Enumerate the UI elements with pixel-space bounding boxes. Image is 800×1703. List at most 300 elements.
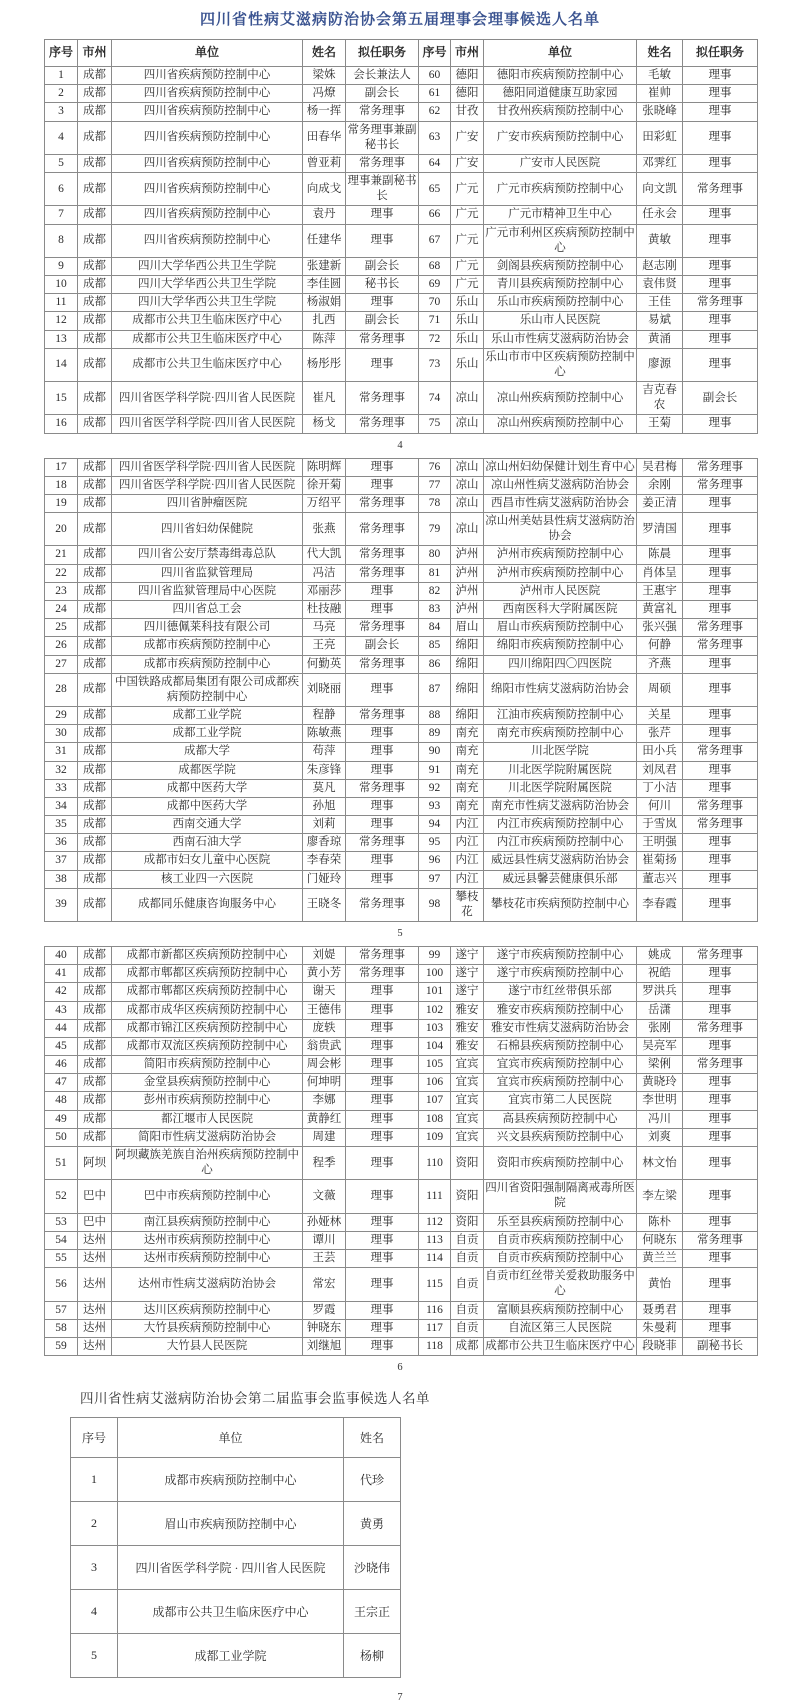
table-cell: 理事 (346, 1319, 419, 1337)
table-cell: 33 (45, 779, 78, 797)
table-cell: 41 (45, 965, 78, 983)
table-cell: 67 (419, 224, 451, 257)
table-cell: 理事 (683, 1301, 758, 1319)
table-cell: 达州市疾病预防控制中心 (112, 1231, 303, 1249)
table-cell: 陈敏燕 (303, 725, 346, 743)
table-cell: 徐开菊 (303, 476, 346, 494)
table-cell: 四川省疾病预防控制中心 (112, 85, 303, 103)
table-cell: 德阳同道健康互助家园 (484, 85, 637, 103)
table-cell: 四川省疾病预防控制中心 (112, 224, 303, 257)
table-cell: 成都 (78, 725, 112, 743)
table-cell: 石棉县疾病预防控制中心 (484, 1037, 637, 1055)
table-row (45, 761, 758, 779)
page-number: 4 (397, 439, 403, 451)
table-cell: 理事 (683, 67, 758, 85)
table-cell: 成都市疾病预防控制中心 (112, 655, 303, 673)
table-cell: 成都 (78, 1019, 112, 1037)
table-cell: 王亮 (303, 637, 346, 655)
table-cell: 97 (419, 870, 451, 888)
table-cell: 高县疾病预防控制中心 (484, 1110, 637, 1128)
table-cell: 乐山 (451, 330, 484, 348)
table-row (45, 725, 758, 743)
table-cell: 理事 (346, 1337, 419, 1355)
table-cell: 南充 (451, 797, 484, 815)
col-header-role-right: 拟任职务 (683, 40, 758, 67)
table-cell: 理事 (683, 1146, 758, 1179)
table-cell: 2 (71, 1502, 118, 1546)
table-cell: 达州市性病艾滋病防治协会 (112, 1268, 303, 1301)
table-cell: 何坤明 (303, 1074, 346, 1092)
table-cell: 105 (419, 1056, 451, 1074)
table-cell: 达州 (78, 1301, 112, 1319)
table-cell: 黄勇 (344, 1502, 401, 1546)
table-cell: 成都 (78, 947, 112, 965)
table-row (45, 312, 758, 330)
table-cell: 崔帅 (637, 85, 683, 103)
table-cell: 理事 (683, 546, 758, 564)
table-cell: 成都市新都区疾病预防控制中心 (112, 947, 303, 965)
table-cell: 理事 (683, 707, 758, 725)
table-cell: 12 (45, 312, 78, 330)
table-cell: 广安市疾病预防控制中心 (484, 121, 637, 154)
table-cell: 自贡 (451, 1250, 484, 1268)
table-cell: 110 (419, 1146, 451, 1179)
table-cell: 常务理事 (346, 965, 419, 983)
table-cell: 理事 (683, 257, 758, 275)
table-cell: 理事 (346, 348, 419, 381)
table-cell: 69 (419, 276, 451, 294)
table-cell: 自贡市疾病预防控制中心 (484, 1250, 637, 1268)
table-cell: 凉山州疾病预防控制中心 (484, 382, 637, 415)
table-cell: 扎西 (303, 312, 346, 330)
table-cell: 凉山 (451, 382, 484, 415)
table-cell: 理事 (683, 1319, 758, 1337)
table-cell: 66 (419, 206, 451, 224)
table-cell: 黄晓玲 (637, 1074, 683, 1092)
table-cell: 南充市疾病预防控制中心 (484, 725, 637, 743)
table-cell: 理事 (346, 761, 419, 779)
table-cell: 遂宁市疾病预防控制中心 (484, 947, 637, 965)
table-cell: 40 (45, 947, 78, 965)
table-cell: 凉山 (451, 494, 484, 512)
table-cell: 理事 (683, 121, 758, 154)
table-cell: 理事 (346, 1001, 419, 1019)
table-cell: 广元 (451, 276, 484, 294)
table-cell: 常务理事兼副秘书长 (346, 121, 419, 154)
table-cell: 彭州市疾病预防控制中心 (112, 1092, 303, 1110)
table-cell: 成都市公共卫生临床医疗中心 (484, 1337, 637, 1355)
table-cell: 86 (419, 655, 451, 673)
table-cell: 成都 (78, 834, 112, 852)
table-cell: 常务理事 (683, 947, 758, 965)
table-cell: 成都市公共卫生临床医疗中心 (112, 330, 303, 348)
supervisor-list-title: 四川省性病艾滋病防治协会第二届监事会监事候选人名单 (80, 1391, 430, 1407)
table-cell: 7 (45, 206, 78, 224)
table-cell: 四川省疾病预防控制中心 (112, 154, 303, 172)
table-cell: 黄小芳 (303, 965, 346, 983)
table-cell: 乐山 (451, 312, 484, 330)
table-row (45, 779, 758, 797)
table-cell: 理事 (683, 725, 758, 743)
table-cell: 78 (419, 494, 451, 512)
table-cell: 广安 (451, 121, 484, 154)
table-cell: 5 (71, 1634, 118, 1678)
table-cell: 马亮 (303, 619, 346, 637)
table-row (45, 1231, 758, 1249)
table-cell: 常务理事 (346, 103, 419, 121)
table-row (45, 121, 758, 154)
table-cell: 成都市郫都区疾病预防控制中心 (112, 965, 303, 983)
table-cell: 82 (419, 582, 451, 600)
table-cell: 陈明辉 (303, 458, 346, 476)
table-cell: 常务理事 (346, 330, 419, 348)
table-cell: 孙旭 (303, 797, 346, 815)
table-cell: 成都 (78, 206, 112, 224)
table-cell: 德阳 (451, 67, 484, 85)
table-cell: 副会长 (683, 382, 758, 415)
table-cell: 100 (419, 965, 451, 983)
table-cell: 袁伟贤 (637, 276, 683, 294)
table-cell: 刘凤君 (637, 761, 683, 779)
table-cell: 刘媞 (303, 947, 346, 965)
table-cell: 9 (45, 257, 78, 275)
table-cell: 雅安 (451, 1001, 484, 1019)
table-cell: 邓霁红 (637, 154, 683, 172)
table-cell: 绵阳 (451, 637, 484, 655)
table-cell: 朱彦锋 (303, 761, 346, 779)
table-cell: 常务理事 (683, 458, 758, 476)
col-header-name-right: 姓名 (637, 40, 683, 67)
table-cell: 关星 (637, 707, 683, 725)
council-list-title: 四川省性病艾滋病防治协会第五届理事会理事候选人名单 (199, 12, 600, 28)
table-cell: 常务理事 (346, 619, 419, 637)
table-cell: 成都 (78, 743, 112, 761)
table-cell: 绵阳 (451, 707, 484, 725)
table-cell: 成都 (78, 494, 112, 512)
table-cell: 成都 (78, 415, 112, 433)
table-cell: 常务理事 (683, 797, 758, 815)
table-cell: 成都市郫都区疾病预防控制中心 (112, 983, 303, 1001)
table-cell: 112 (419, 1213, 451, 1231)
table-cell: 宜宾市疾病预防控制中心 (484, 1056, 637, 1074)
table-cell: 会长兼法人 (346, 67, 419, 85)
table-cell: 15 (45, 382, 78, 415)
table-cell: 理事 (346, 582, 419, 600)
table-cell: 理事 (683, 1180, 758, 1213)
table-cell: 理事 (683, 779, 758, 797)
table-cell: 成都市公共卫生临床医疗中心 (112, 348, 303, 381)
table-cell: 达川区疾病预防控制中心 (112, 1301, 303, 1319)
table-row (45, 276, 758, 294)
table-cell: 张芹 (637, 725, 683, 743)
table-cell: 1 (71, 1458, 118, 1502)
table-cell: 108 (419, 1110, 451, 1128)
table-cell: 黄富礼 (637, 600, 683, 618)
table-cell: 代大凯 (303, 546, 346, 564)
table-cell: 齐燕 (637, 655, 683, 673)
table-cell: 苟萍 (303, 743, 346, 761)
table-cell: 常务理事 (346, 546, 419, 564)
table-cell: 冯燎 (303, 85, 346, 103)
table-cell: 文薇 (303, 1180, 346, 1213)
table-cell: 攀枝花市疾病预防控制中心 (484, 888, 637, 921)
table-cell: 万绍平 (303, 494, 346, 512)
table-cell: 35 (45, 816, 78, 834)
table-cell: 理事 (346, 870, 419, 888)
table-cell: 理事 (346, 1250, 419, 1268)
table-cell: 成都 (78, 797, 112, 815)
table-cell: 成都 (78, 85, 112, 103)
table-cell: 理事 (346, 673, 419, 706)
table-row (45, 224, 758, 257)
table-cell: 陈晨 (637, 546, 683, 564)
table-cell: 崔菊扬 (637, 852, 683, 870)
table-cell: 泸州 (451, 546, 484, 564)
table-cell: 79 (419, 513, 451, 546)
table-row (45, 797, 758, 815)
table-cell: 兴文县疾病预防控制中心 (484, 1128, 637, 1146)
table-cell: 林文怡 (637, 1146, 683, 1179)
table-cell: 四川绵阳四〇四医院 (484, 655, 637, 673)
table-cell: 李春荣 (303, 852, 346, 870)
table-cell: 南充 (451, 725, 484, 743)
supervisor-table (70, 1417, 401, 1678)
table-cell: 常务理事 (346, 655, 419, 673)
table-cell: 袁丹 (303, 206, 346, 224)
table-cell: 43 (45, 1001, 78, 1019)
table-cell: 广元市精神卫生中心 (484, 206, 637, 224)
table-cell: 川北医学院附属医院 (484, 761, 637, 779)
table-cell: 丁小洁 (637, 779, 683, 797)
table-cell: 71 (419, 312, 451, 330)
table-row (45, 330, 758, 348)
table-cell: 理事 (683, 330, 758, 348)
col-header-unit-right: 单位 (484, 40, 637, 67)
table-cell: 凉山州性病艾滋病防治协会 (484, 476, 637, 494)
table-cell: 理事 (683, 276, 758, 294)
table-cell: 94 (419, 816, 451, 834)
table-cell: 眉山市疾病预防控制中心 (484, 619, 637, 637)
table-cell: 27 (45, 655, 78, 673)
table-cell: 广元市疾病预防控制中心 (484, 173, 637, 206)
table-cell: 资阳市疾病预防控制中心 (484, 1146, 637, 1179)
table-cell: 刘爽 (637, 1128, 683, 1146)
table-cell: 何晓东 (637, 1231, 683, 1249)
table-cell: 自流区第三人民医院 (484, 1319, 637, 1337)
table-cell: 成都 (78, 779, 112, 797)
col-header-unit: 单位 (118, 1418, 344, 1458)
table-cell: 88 (419, 707, 451, 725)
table-cell: 成都市疾病预防控制中心 (118, 1458, 344, 1502)
table-row (45, 582, 758, 600)
table-cell: 101 (419, 983, 451, 1001)
table-cell: 23 (45, 582, 78, 600)
table-cell: 李世明 (637, 1092, 683, 1110)
table-cell: 4 (45, 121, 78, 154)
table-cell: 中国铁路成都局集团有限公司成都疾病预防控制中心 (112, 673, 303, 706)
table-cell: 理事 (683, 761, 758, 779)
table-cell: 18 (45, 476, 78, 494)
table-cell: 副会长 (346, 312, 419, 330)
table-cell: 四川省医学科学院 · 四川省人民医院 (118, 1546, 344, 1590)
table-cell: 达州 (78, 1268, 112, 1301)
table-cell: 四川省肿瘤医院 (112, 494, 303, 512)
table-cell: 成都 (78, 173, 112, 206)
table-cell: 梁姝 (303, 67, 346, 85)
col-header-seq-right: 序号 (419, 40, 451, 67)
table-cell: 董志兴 (637, 870, 683, 888)
table-cell: 42 (45, 983, 78, 1001)
table-cell: 四川省疾病预防控制中心 (112, 103, 303, 121)
table-cell: 理事 (346, 224, 419, 257)
table-cell: 19 (45, 494, 78, 512)
table-cell: 成都 (78, 965, 112, 983)
table-cell: 广元 (451, 173, 484, 206)
table-cell: 98 (419, 888, 451, 921)
table-cell: 14 (45, 348, 78, 381)
table-row (45, 1074, 758, 1092)
table-cell: 翁贵武 (303, 1037, 346, 1055)
table-cell: 理事 (683, 1213, 758, 1231)
table-cell: 20 (45, 513, 78, 546)
table-cell: 于雪岚 (637, 816, 683, 834)
table-cell: 常务理事 (346, 779, 419, 797)
col-header-unit-left: 单位 (112, 40, 303, 67)
table-cell: 西南石油大学 (112, 834, 303, 852)
table-cell: 理事 (346, 1213, 419, 1231)
table-cell: 6 (45, 173, 78, 206)
table-cell: 南江县疾病预防控制中心 (112, 1213, 303, 1231)
table-cell: 成都市疾病预防控制中心 (112, 637, 303, 655)
table-cell: 四川省疾病预防控制中心 (112, 206, 303, 224)
table-cell: 姚成 (637, 947, 683, 965)
table-cell: 36 (45, 834, 78, 852)
table-cell: 52 (45, 1180, 78, 1213)
table-cell: 成都 (78, 852, 112, 870)
table-cell: 达州 (78, 1231, 112, 1249)
table-cell: 遂宁市红丝带俱乐部 (484, 983, 637, 1001)
table-cell: 117 (419, 1319, 451, 1337)
table-cell: 巴中 (78, 1213, 112, 1231)
table-cell: 常务理事 (683, 173, 758, 206)
table-cell: 成都 (78, 103, 112, 121)
table-cell: 成都 (78, 382, 112, 415)
table-cell: 72 (419, 330, 451, 348)
table-row (45, 834, 758, 852)
table-cell: 理事 (346, 743, 419, 761)
table-cell: 常务理事 (683, 816, 758, 834)
table-cell: 眉山市疾病预防控制中心 (118, 1502, 344, 1546)
table-cell: 成都 (78, 312, 112, 330)
table-row (45, 1037, 758, 1055)
table-cell: 绵阳市疾病预防控制中心 (484, 637, 637, 655)
table-cell: 王惠宇 (637, 582, 683, 600)
table-row (45, 1180, 758, 1213)
table-cell: 61 (419, 85, 451, 103)
table-row (45, 1146, 758, 1179)
table-cell: 四川省资阳强制隔离戒毒所医院 (484, 1180, 637, 1213)
table-cell: 自贡 (451, 1231, 484, 1249)
table-cell: 张建新 (303, 257, 346, 275)
table-cell: 黄兰兰 (637, 1250, 683, 1268)
table-cell: 理事 (683, 965, 758, 983)
table-cell: 黄涌 (637, 330, 683, 348)
table-cell: 曾亚莉 (303, 154, 346, 172)
table-cell: 广元 (451, 224, 484, 257)
table-cell: 理事 (683, 655, 758, 673)
table-cell: 祝皓 (637, 965, 683, 983)
table-cell: 田彩虹 (637, 121, 683, 154)
table-cell: 李春霞 (637, 888, 683, 921)
table-cell: 副会长 (346, 637, 419, 655)
table-cell: 王芸 (303, 1250, 346, 1268)
table-cell: 南充 (451, 761, 484, 779)
table-cell: 96 (419, 852, 451, 870)
table-cell: 毛敏 (637, 67, 683, 85)
table-cell: 21 (45, 546, 78, 564)
table-cell: 成都 (78, 582, 112, 600)
table-cell: 吴君梅 (637, 458, 683, 476)
table-cell: 理事 (346, 476, 419, 494)
table-cell: 凉山州美姑县性病艾滋病防治协会 (484, 513, 637, 546)
table-cell: 11 (45, 294, 78, 312)
table-cell: 成都 (78, 67, 112, 85)
table-cell: 雅安 (451, 1019, 484, 1037)
table-cell: 西南交通大学 (112, 816, 303, 834)
table-cell: 巴中市疾病预防控制中心 (112, 1180, 303, 1213)
table-cell: 成都 (78, 1001, 112, 1019)
table-cell: 王菊 (637, 415, 683, 433)
table-cell: 常务理事 (683, 619, 758, 637)
table-cell: 资阳 (451, 1213, 484, 1231)
table-cell: 核工业四一六医院 (112, 870, 303, 888)
table-row (45, 348, 758, 381)
table-cell: 104 (419, 1037, 451, 1055)
table-cell: 87 (419, 673, 451, 706)
table-cell: 理事 (346, 1231, 419, 1249)
table-cell: 常务理事 (346, 382, 419, 415)
table-cell: 理事 (683, 582, 758, 600)
table-cell: 杨一挥 (303, 103, 346, 121)
table-cell: 理事 (683, 888, 758, 921)
table-cell: 刘晓丽 (303, 673, 346, 706)
table-cell: 90 (419, 743, 451, 761)
table-cell: 37 (45, 852, 78, 870)
col-header-city-left: 市州 (78, 40, 112, 67)
table-cell: 向成戈 (303, 173, 346, 206)
table-cell: 47 (45, 1074, 78, 1092)
table-cell: 理事 (683, 1074, 758, 1092)
table-row (45, 546, 758, 564)
table-cell: 84 (419, 619, 451, 637)
table-cell: 59 (45, 1337, 78, 1355)
table-cell: 四川省监狱管理局中心医院 (112, 582, 303, 600)
table-row (71, 1458, 401, 1502)
table-cell: 川北医学院 (484, 743, 637, 761)
table-cell: 任建华 (303, 224, 346, 257)
table-cell: 3 (71, 1546, 118, 1590)
table-row (45, 415, 758, 433)
table-cell: 理事 (346, 1110, 419, 1128)
table-cell: 65 (419, 173, 451, 206)
table-cell: 李娜 (303, 1092, 346, 1110)
table-cell: 理事 (683, 1037, 758, 1055)
table-cell: 成都 (451, 1337, 484, 1355)
table-cell: 30 (45, 725, 78, 743)
table-cell: 周硕 (637, 673, 683, 706)
table-cell: 乐山市性病艾滋病防治协会 (484, 330, 637, 348)
table-cell: 106 (419, 1074, 451, 1092)
